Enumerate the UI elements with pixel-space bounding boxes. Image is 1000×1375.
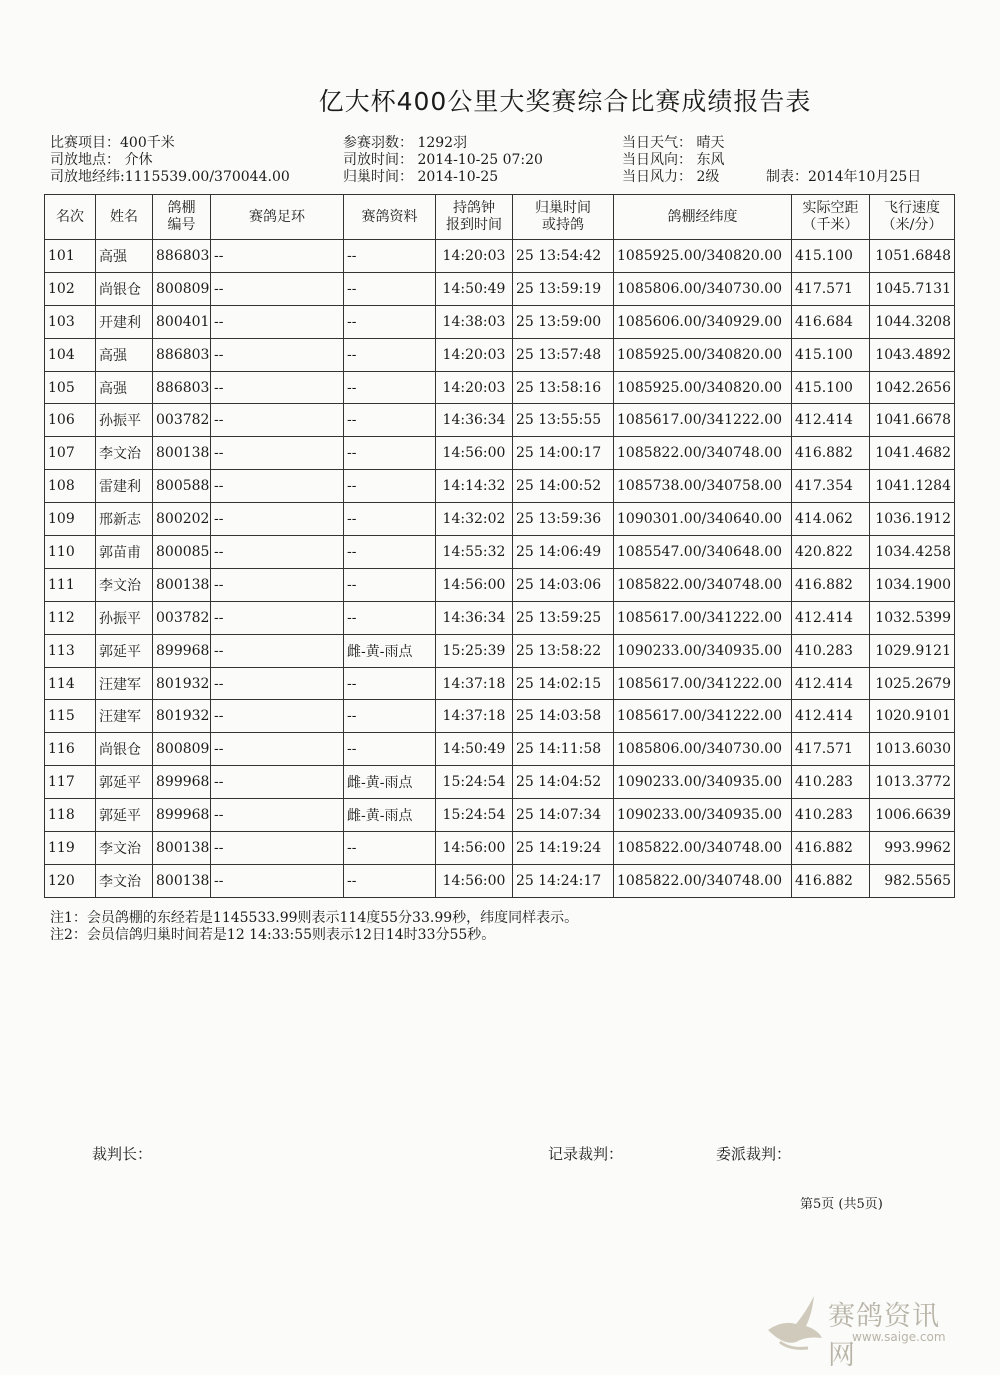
table-cell: 14:37:18 <box>436 667 513 700</box>
column-header: 赛鸽资料 <box>344 195 436 240</box>
table-cell: 111 <box>45 568 96 601</box>
table-cell: 25 14:04:52 <box>513 766 614 799</box>
table-cell: 14:37:18 <box>436 700 513 733</box>
table-cell: -- <box>211 733 344 766</box>
table-cell: 李文治 <box>96 864 153 897</box>
table-cell: 25 13:58:16 <box>513 371 614 404</box>
table-cell: 14:56:00 <box>436 437 513 470</box>
table-cell: -- <box>344 437 436 470</box>
note-1: 注1：会员鸽棚的东经若是1145533.99则表示114度55分33.99秒，纬度同样表示。 <box>50 910 579 926</box>
table-cell: 郭延平 <box>96 766 153 799</box>
table-cell: 114 <box>45 667 96 700</box>
table-cell: 1036.1912 <box>870 503 955 536</box>
table-cell: 410.283 <box>792 799 870 832</box>
table-cell: 郭苗甫 <box>96 536 153 569</box>
watermark-url: www.saige.com <box>852 1330 946 1344</box>
pigeon-logo-icon <box>762 1290 826 1354</box>
column-header: 实际空距 （千米） <box>792 195 870 240</box>
report-title: 亿大杯400公里大奖赛综合比赛成绩报告表 <box>318 87 812 116</box>
column-header: 赛鸽足环 <box>211 195 344 240</box>
table-cell: 尚银仓 <box>96 272 153 305</box>
table-row <box>45 601 955 634</box>
table-cell: 416.882 <box>792 864 870 897</box>
table-cell: 1045.7131 <box>870 272 955 305</box>
table-cell: 1085822.00/340748.00 <box>614 832 792 865</box>
table-cell: 14:38:03 <box>436 305 513 338</box>
table-cell: 412.414 <box>792 601 870 634</box>
table-cell: -- <box>211 272 344 305</box>
table-cell: -- <box>211 568 344 601</box>
table-cell: 25 13:59:00 <box>513 305 614 338</box>
table-cell: 汪建军 <box>96 700 153 733</box>
table-cell: 102 <box>45 272 96 305</box>
table-cell: 1085925.00/340820.00 <box>614 371 792 404</box>
table-cell: 1090233.00/340935.00 <box>614 634 792 667</box>
table-cell: 800809 <box>153 733 211 766</box>
table-header-row <box>45 195 955 240</box>
table-cell: -- <box>211 700 344 733</box>
table-row <box>45 568 955 601</box>
table-cell: 800138 <box>153 864 211 897</box>
table-row <box>45 437 955 470</box>
table-cell: 116 <box>45 733 96 766</box>
meta-item: 比赛项目：400千米 <box>50 135 175 151</box>
table-cell: 高强 <box>96 240 153 273</box>
table-cell: 郭延平 <box>96 799 153 832</box>
table-cell: 1085738.00/340758.00 <box>614 470 792 503</box>
table-cell: 899968 <box>153 766 211 799</box>
table-cell: 1085606.00/340929.00 <box>614 305 792 338</box>
table-cell: -- <box>344 733 436 766</box>
table-cell: 1032.5399 <box>870 601 955 634</box>
table-cell: 1020.9101 <box>870 700 955 733</box>
table-cell: 412.414 <box>792 700 870 733</box>
meta-item: 司放地点： 介休 <box>50 152 153 168</box>
table-cell: 1085617.00/341222.00 <box>614 601 792 634</box>
notes <box>50 910 578 944</box>
table-cell: 孙振平 <box>96 404 153 437</box>
table-cell: 899968 <box>153 634 211 667</box>
table-cell: 25 14:06:49 <box>513 536 614 569</box>
table-cell: -- <box>344 338 436 371</box>
table-cell: -- <box>211 601 344 634</box>
table-cell: 886803 <box>153 371 211 404</box>
table-cell: 25 14:02:15 <box>513 667 614 700</box>
table-row <box>45 371 955 404</box>
table-cell: 415.100 <box>792 338 870 371</box>
table-cell: 14:56:00 <box>436 568 513 601</box>
column-header: 名次 <box>45 195 96 240</box>
meta-col-1 <box>50 135 290 186</box>
table-row <box>45 404 955 437</box>
table-cell: -- <box>344 864 436 897</box>
table-cell: -- <box>344 700 436 733</box>
table-cell: 25 14:00:17 <box>513 437 614 470</box>
table-cell: -- <box>344 305 436 338</box>
table-cell: 110 <box>45 536 96 569</box>
table-cell: 25 13:59:25 <box>513 601 614 634</box>
watermark-name: 赛鸽资讯网 <box>828 1301 940 1371</box>
table-cell: 1085822.00/340748.00 <box>614 437 792 470</box>
table-cell: 800138 <box>153 568 211 601</box>
table-cell: 14:20:03 <box>436 338 513 371</box>
table-row <box>45 536 955 569</box>
table-cell: 14:14:32 <box>436 470 513 503</box>
table-cell: 800138 <box>153 832 211 865</box>
table-cell: 25 13:58:22 <box>513 634 614 667</box>
table-cell: 25 14:24:17 <box>513 864 614 897</box>
table-cell: 25 14:19:24 <box>513 832 614 865</box>
column-header: 飞行速度 （米/分） <box>870 195 955 240</box>
results-table <box>44 194 955 898</box>
meta-item: 归巢时间： 2014-10-25 <box>343 169 499 185</box>
table-cell: 420.822 <box>792 536 870 569</box>
meta-item: 参赛羽数： 1292羽 <box>343 135 468 151</box>
watermark-logo <box>762 1290 962 1371</box>
table-cell: 119 <box>45 832 96 865</box>
table-cell: 109 <box>45 503 96 536</box>
table-cell: 1085617.00/341222.00 <box>614 404 792 437</box>
table-cell: 800138 <box>153 437 211 470</box>
meta-col-3 <box>622 135 724 186</box>
table-cell: 414.062 <box>792 503 870 536</box>
table-cell: -- <box>344 667 436 700</box>
table-cell: 25 13:57:48 <box>513 338 614 371</box>
table-cell: 412.414 <box>792 404 870 437</box>
table-cell: -- <box>211 470 344 503</box>
meta-item: 司放地经纬:1115539.00/370044.00 <box>50 169 290 185</box>
table-row <box>45 700 955 733</box>
table-row <box>45 667 955 700</box>
chief-referee-label: 裁判长： <box>92 1145 153 1163</box>
table-cell: 25 14:03:58 <box>513 700 614 733</box>
table-cell: 1013.6030 <box>870 733 955 766</box>
table-cell: 1006.6639 <box>870 799 955 832</box>
table-cell: -- <box>211 503 344 536</box>
table-cell: 1051.6848 <box>870 240 955 273</box>
table-cell: 117 <box>45 766 96 799</box>
table-cell: 李文治 <box>96 437 153 470</box>
table-cell: 982.5565 <box>870 864 955 897</box>
table-cell: -- <box>344 601 436 634</box>
table-cell: 886803 <box>153 240 211 273</box>
table-cell: 1085925.00/340820.00 <box>614 240 792 273</box>
table-cell: 1013.3772 <box>870 766 955 799</box>
table-cell: 115 <box>45 700 96 733</box>
table-cell: -- <box>211 667 344 700</box>
table-cell: 104 <box>45 338 96 371</box>
page-number: 第5页 (共5页) <box>800 1197 883 1212</box>
table-cell: 14:50:49 <box>436 272 513 305</box>
table-cell: 14:32:02 <box>436 503 513 536</box>
table-row <box>45 503 955 536</box>
table-cell: 416.882 <box>792 832 870 865</box>
table-cell: 1043.4892 <box>870 338 955 371</box>
table-cell: -- <box>344 536 436 569</box>
made-date: 制表：2014年10月25日 <box>766 169 922 185</box>
table-row <box>45 305 955 338</box>
meta-item: 当日风力： 2级 <box>622 169 720 185</box>
table-cell: 15:24:54 <box>436 766 513 799</box>
meta-item: 司放时间： 2014-10-25 07:20 <box>343 152 543 168</box>
table-cell: 003782 <box>153 404 211 437</box>
table-cell: 雌-黄-雨点 <box>344 634 436 667</box>
table-cell: -- <box>344 832 436 865</box>
table-cell: 郭延平 <box>96 634 153 667</box>
table-row <box>45 832 955 865</box>
table-cell: 25 14:00:52 <box>513 470 614 503</box>
column-header: 姓名 <box>96 195 153 240</box>
table-cell: -- <box>211 536 344 569</box>
table-cell: 14:36:34 <box>436 601 513 634</box>
table-cell: 416.882 <box>792 568 870 601</box>
table-cell: 25 14:03:06 <box>513 568 614 601</box>
meta-col-2 <box>343 135 543 186</box>
table-cell: 1085617.00/341222.00 <box>614 667 792 700</box>
table-cell: 1085822.00/340748.00 <box>614 864 792 897</box>
table-row <box>45 634 955 667</box>
table-cell: 113 <box>45 634 96 667</box>
table-cell: 25 13:59:19 <box>513 272 614 305</box>
table-cell: 1085822.00/340748.00 <box>614 568 792 601</box>
table-cell: 25 13:59:36 <box>513 503 614 536</box>
table-cell: -- <box>211 338 344 371</box>
table-cell: 李文治 <box>96 568 153 601</box>
table-cell: -- <box>211 832 344 865</box>
table-cell: 14:55:32 <box>436 536 513 569</box>
table-cell: -- <box>344 404 436 437</box>
table-cell: 雌-黄-雨点 <box>344 799 436 832</box>
table-cell: -- <box>211 371 344 404</box>
table-cell: -- <box>211 404 344 437</box>
table-cell: 108 <box>45 470 96 503</box>
table-cell: 1044.3208 <box>870 305 955 338</box>
table-cell: 15:25:39 <box>436 634 513 667</box>
table-cell: 1090301.00/340640.00 <box>614 503 792 536</box>
table-cell: -- <box>344 470 436 503</box>
table-row <box>45 470 955 503</box>
table-cell: 410.283 <box>792 766 870 799</box>
table-cell: 107 <box>45 437 96 470</box>
table-cell: 106 <box>45 404 96 437</box>
table-cell: 800588 <box>153 470 211 503</box>
column-header: 持鸽钟 报到时间 <box>436 195 513 240</box>
table-cell: 高强 <box>96 371 153 404</box>
table-cell: 416.882 <box>792 437 870 470</box>
table-cell: 1085547.00/340648.00 <box>614 536 792 569</box>
table-cell: -- <box>344 240 436 273</box>
table-cell: 101 <box>45 240 96 273</box>
table-cell: 415.100 <box>792 371 870 404</box>
table-cell: -- <box>344 568 436 601</box>
table-cell: 25 14:11:58 <box>513 733 614 766</box>
table-cell: 417.571 <box>792 733 870 766</box>
table-cell: 120 <box>45 864 96 897</box>
meta-item: 当日天气： 晴天 <box>622 135 725 151</box>
table-cell: 高强 <box>96 338 153 371</box>
table-cell: -- <box>211 437 344 470</box>
table-cell: 1090233.00/340935.00 <box>614 799 792 832</box>
column-header: 归巢时间 或持鸽 <box>513 195 614 240</box>
table-cell: -- <box>344 272 436 305</box>
table-cell: 14:36:34 <box>436 404 513 437</box>
table-body <box>45 240 955 898</box>
table-cell: -- <box>344 371 436 404</box>
column-header: 鸽棚 编号 <box>153 195 211 240</box>
table-cell: 尚银仓 <box>96 733 153 766</box>
table-cell: 800401 <box>153 305 211 338</box>
table-cell: 25 13:55:55 <box>513 404 614 437</box>
table-row <box>45 272 955 305</box>
table-cell: 25 13:54:42 <box>513 240 614 273</box>
table-cell: -- <box>344 503 436 536</box>
table-cell: 1034.4258 <box>870 536 955 569</box>
table-cell: -- <box>211 864 344 897</box>
table-cell: 800809 <box>153 272 211 305</box>
column-header: 鸽棚经纬度 <box>614 195 792 240</box>
table-cell: 雷建利 <box>96 470 153 503</box>
meta-item: 当日风向： 东风 <box>622 152 725 168</box>
table-row <box>45 766 955 799</box>
table-cell: -- <box>211 799 344 832</box>
table-cell: 416.684 <box>792 305 870 338</box>
table-cell: -- <box>211 305 344 338</box>
table-cell: 417.571 <box>792 272 870 305</box>
table-cell: 1041.1284 <box>870 470 955 503</box>
table-cell: 800202 <box>153 503 211 536</box>
table-cell: 800085 <box>153 536 211 569</box>
table-cell: 993.9962 <box>870 832 955 865</box>
table-cell: 801932 <box>153 700 211 733</box>
table-cell: 112 <box>45 601 96 634</box>
table-cell: 1085806.00/340730.00 <box>614 733 792 766</box>
table-cell: 1041.6678 <box>870 404 955 437</box>
table-cell: -- <box>211 240 344 273</box>
table-cell: 15:24:54 <box>436 799 513 832</box>
table-cell: 开建利 <box>96 305 153 338</box>
table-cell: 14:20:03 <box>436 371 513 404</box>
table-cell: 103 <box>45 305 96 338</box>
table-cell: 886803 <box>153 338 211 371</box>
table-cell: 李文治 <box>96 832 153 865</box>
recorder-referee-label: 记录裁判： <box>548 1145 624 1163</box>
table-cell: 雌-黄-雨点 <box>344 766 436 799</box>
table-cell: 1085617.00/341222.00 <box>614 700 792 733</box>
table-cell: 801932 <box>153 667 211 700</box>
table-row <box>45 338 955 371</box>
table-cell: 1041.4682 <box>870 437 955 470</box>
table-cell: 410.283 <box>792 634 870 667</box>
table-row <box>45 799 955 832</box>
table-cell: -- <box>211 766 344 799</box>
table-cell: 1090233.00/340935.00 <box>614 766 792 799</box>
table-cell: 899968 <box>153 799 211 832</box>
table-cell: 14:50:49 <box>436 733 513 766</box>
table-cell: 25 14:07:34 <box>513 799 614 832</box>
table-cell: 汪建军 <box>96 667 153 700</box>
table-cell: 1085925.00/340820.00 <box>614 338 792 371</box>
table-row <box>45 864 955 897</box>
table-cell: 1085806.00/340730.00 <box>614 272 792 305</box>
table-cell: 1029.9121 <box>870 634 955 667</box>
table-cell: 孙振平 <box>96 601 153 634</box>
table-cell: 1042.2656 <box>870 371 955 404</box>
table-row <box>45 240 955 273</box>
table-row <box>45 733 955 766</box>
table-cell: 417.354 <box>792 470 870 503</box>
table-cell: -- <box>211 634 344 667</box>
table-cell: 105 <box>45 371 96 404</box>
table-cell: 1034.1900 <box>870 568 955 601</box>
note-2: 注2：会员信鸽归巢时间若是12 14:33:55则表示12日14时33分55秒。 <box>50 927 496 943</box>
delegate-referee-label: 委派裁判： <box>716 1145 792 1163</box>
table-cell: 1025.2679 <box>870 667 955 700</box>
table-cell: 邢新志 <box>96 503 153 536</box>
table-cell: 412.414 <box>792 667 870 700</box>
table-cell: 14:56:00 <box>436 832 513 865</box>
table-cell: 415.100 <box>792 240 870 273</box>
table-cell: 003782 <box>153 601 211 634</box>
table-cell: 118 <box>45 799 96 832</box>
table-cell: 14:56:00 <box>436 864 513 897</box>
table-cell: 14:20:03 <box>436 240 513 273</box>
